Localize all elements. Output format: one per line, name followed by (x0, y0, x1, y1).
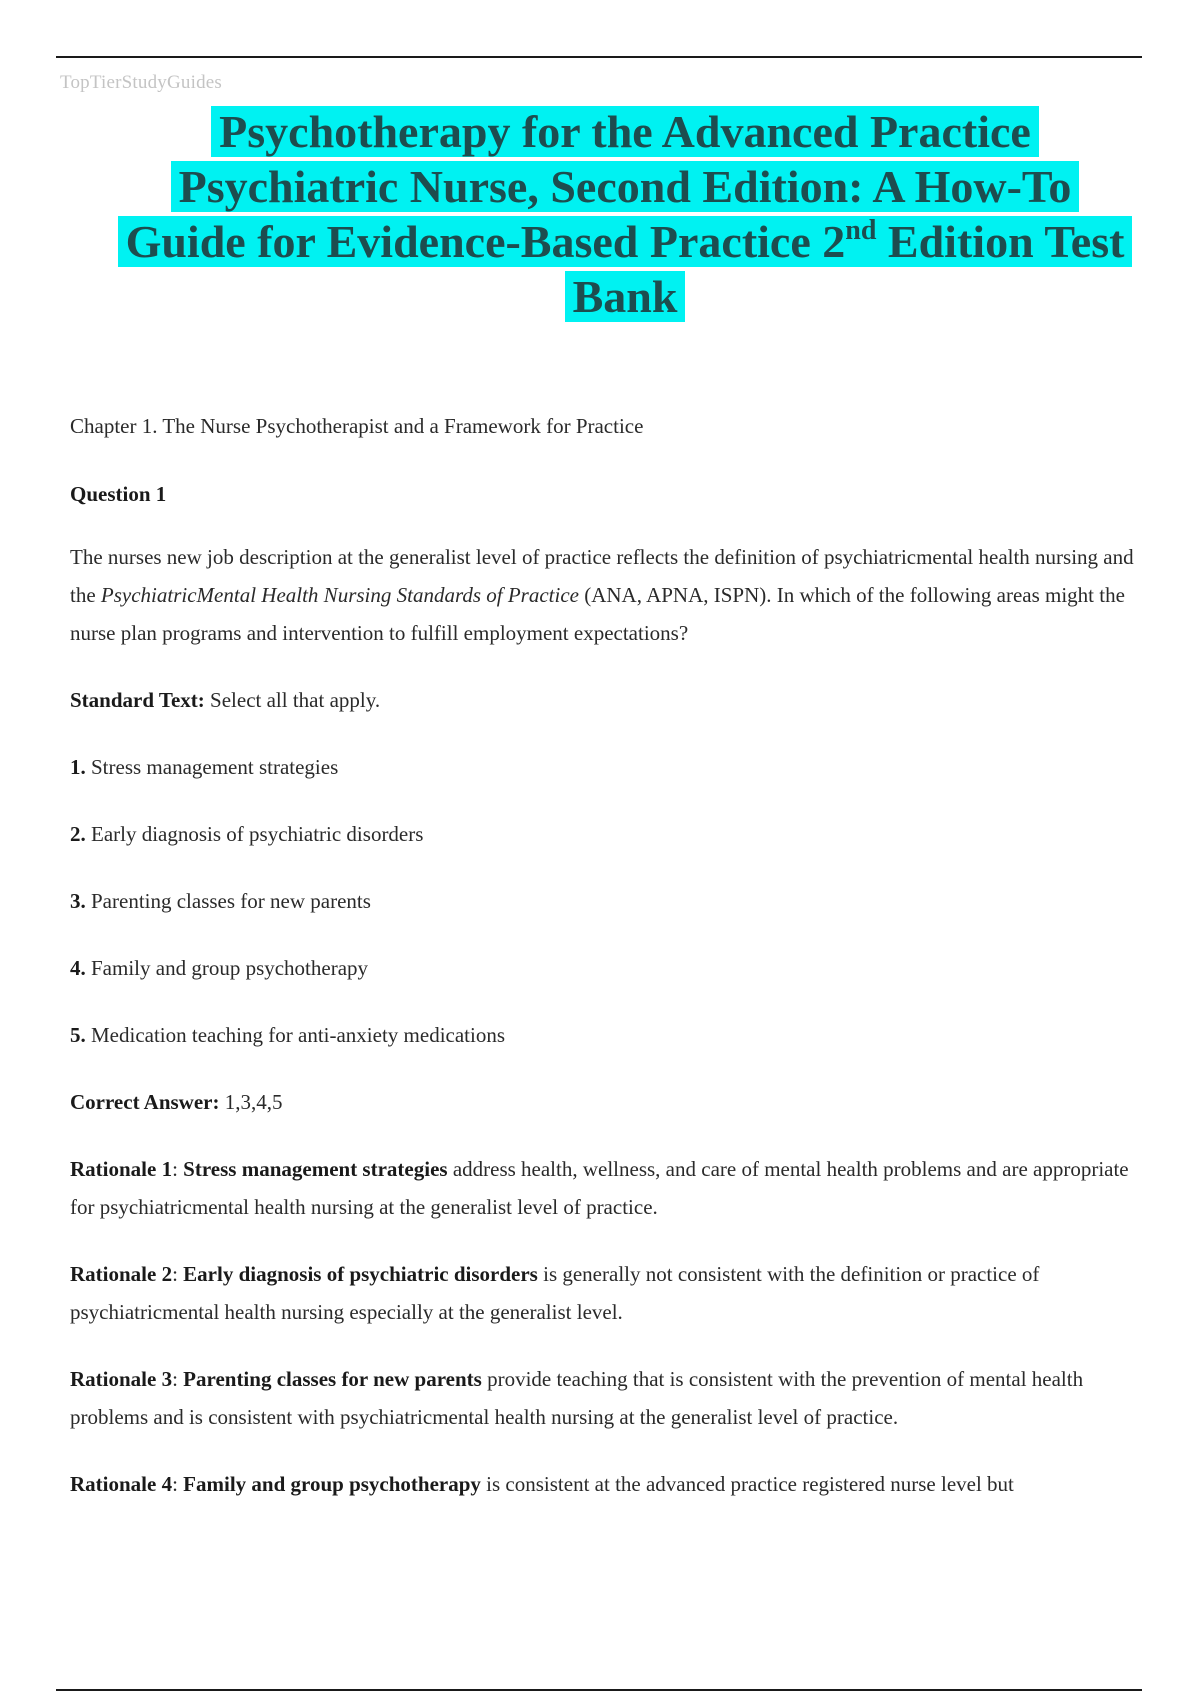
top-rule (56, 56, 1142, 58)
title-line-2: Psychiatric Nurse, Second Edition: A How-To (171, 161, 1080, 212)
title-line-4: Bank (565, 271, 686, 322)
title-line-3-post: Edition Test (876, 216, 1125, 267)
option-item: 5. Medication teaching for anti-anxiety medications (70, 1023, 506, 1047)
chapter-heading: Chapter 1. The Nurse Psychotherapist and a Framework for Practice (70, 414, 644, 438)
rationale: Rationale 2: Early diagnosis of psychiatric disorders is generally not consistent with the definition or practice of psychiatricmental health nursing especially at the generalist level. (70, 1262, 1040, 1324)
rationale: Rationale 1: Stress management strategies address health, wellness, and care of mental health problems and are appropriate for psychiatricmental health nursing at the generalist level of practice. (70, 1157, 1129, 1219)
rationale: Rationale 4: Family and group psychotherapy is consistent at the advanced practice registered nurse level but (70, 1472, 1014, 1496)
correct-answer: Correct Answer: 1,3,4,5 (70, 1090, 283, 1114)
rationale: Rationale 3: Parenting classes for new parents provide teaching that is consistent with the prevention of mental health problems and is consistent with psychiatricmental health nursing at the generalist level of practice. (70, 1367, 1084, 1429)
title-line-3-pre: Guide for Evidence-Based Practice 2 (125, 216, 846, 267)
document-body (70, 407, 1155, 1532)
question-heading: Question 1 (70, 482, 167, 506)
standard-text: Standard Text: Select all that apply. (70, 688, 381, 712)
watermark: TopTierStudyGuides (60, 72, 223, 93)
document-title (80, 104, 1170, 324)
question-stem: The nurses new job description at the generalist level of practice reflects the definition of psychiatricmental health nursing and the PsychiatricMental Health Nursing Standards of Practice (ANA, APNA, ISPN). In which of the following areas might the nurse plan programs and intervention to fulfill employment expectations? (70, 545, 1134, 645)
option-item: 1. Stress management strategies (70, 755, 339, 779)
title-line-3 (118, 216, 1133, 267)
title-line-3-sup: nd (845, 214, 877, 246)
bottom-rule (56, 1689, 1142, 1691)
option-item: 4. Family and group psychotherapy (70, 956, 369, 980)
option-item: 3. Parenting classes for new parents (70, 889, 371, 913)
option-item: 2. Early diagnosis of psychiatric disorders (70, 822, 424, 846)
title-line-1: Psychotherapy for the Advanced Practice (211, 106, 1039, 157)
